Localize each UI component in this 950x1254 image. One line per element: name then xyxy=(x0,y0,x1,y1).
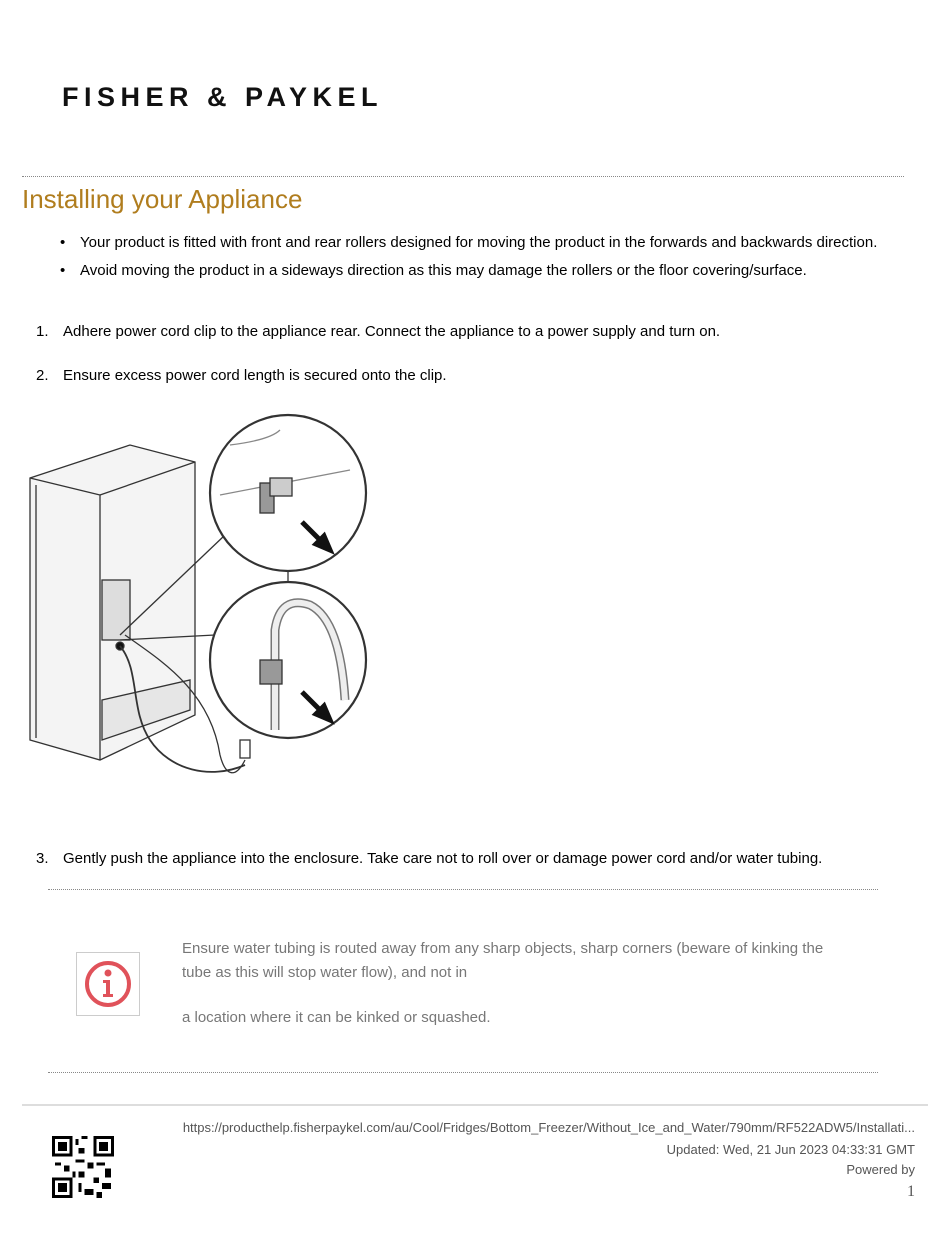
step-text: Adhere power cord clip to the appliance rear. Connect the appliance to a power supply and turn on. xyxy=(63,323,721,340)
step-number: 3. xyxy=(36,850,49,867)
installation-illustration xyxy=(20,410,400,800)
bullet-list xyxy=(58,233,898,289)
divider xyxy=(22,176,904,177)
page-title: Installing your Appliance xyxy=(22,184,303,214)
step-3 xyxy=(36,850,822,867)
step-text: Ensure excess power cord length is secured onto the clip. xyxy=(63,367,447,384)
note-text: Ensure water tubing is routed away from any sharp objects, sharp corners (beware of kinking the tube as this will stop water flow), and not in xyxy=(182,940,824,981)
bullet-item: • Your product is fitted with front and rear rollers designed for moving the product in the forwards and backwards direction. xyxy=(58,233,898,253)
brand-logo: FISHER & PAYKEL xyxy=(62,82,384,112)
bullet-item: • Avoid moving the product in a sideways direction as this may damage the rollers or the floor covering/surface. xyxy=(58,261,898,281)
footer-divider xyxy=(22,1104,928,1106)
note-text-continued: a location where it can be kinked or squashed. xyxy=(182,1009,491,1026)
updated-timestamp: Updated: Wed, 21 Jun 2023 04:33:31 GMT xyxy=(666,1142,915,1157)
qr-code xyxy=(52,1136,114,1198)
step-number: 1. xyxy=(36,323,49,340)
source-url[interactable]: https://producthelp.fisherpaykel.com/au/Cool/Fridges/Bottom_Freezer/Without_Ice_and_Water/790mm/RF522ADW5/Installati... xyxy=(182,1120,915,1135)
step-2 xyxy=(36,367,447,384)
page-number: 1 xyxy=(907,1183,915,1200)
note-divider-bottom xyxy=(48,1072,878,1073)
step-text: Gently push the appliance into the enclosure. Take care not to roll over or damage power cord and/or water tubing. xyxy=(63,850,823,867)
step-number: 2. xyxy=(36,367,49,384)
step-1 xyxy=(36,323,720,340)
powered-by: Powered by xyxy=(846,1162,915,1177)
info-icon xyxy=(76,952,140,1016)
note-divider-top xyxy=(48,889,878,890)
